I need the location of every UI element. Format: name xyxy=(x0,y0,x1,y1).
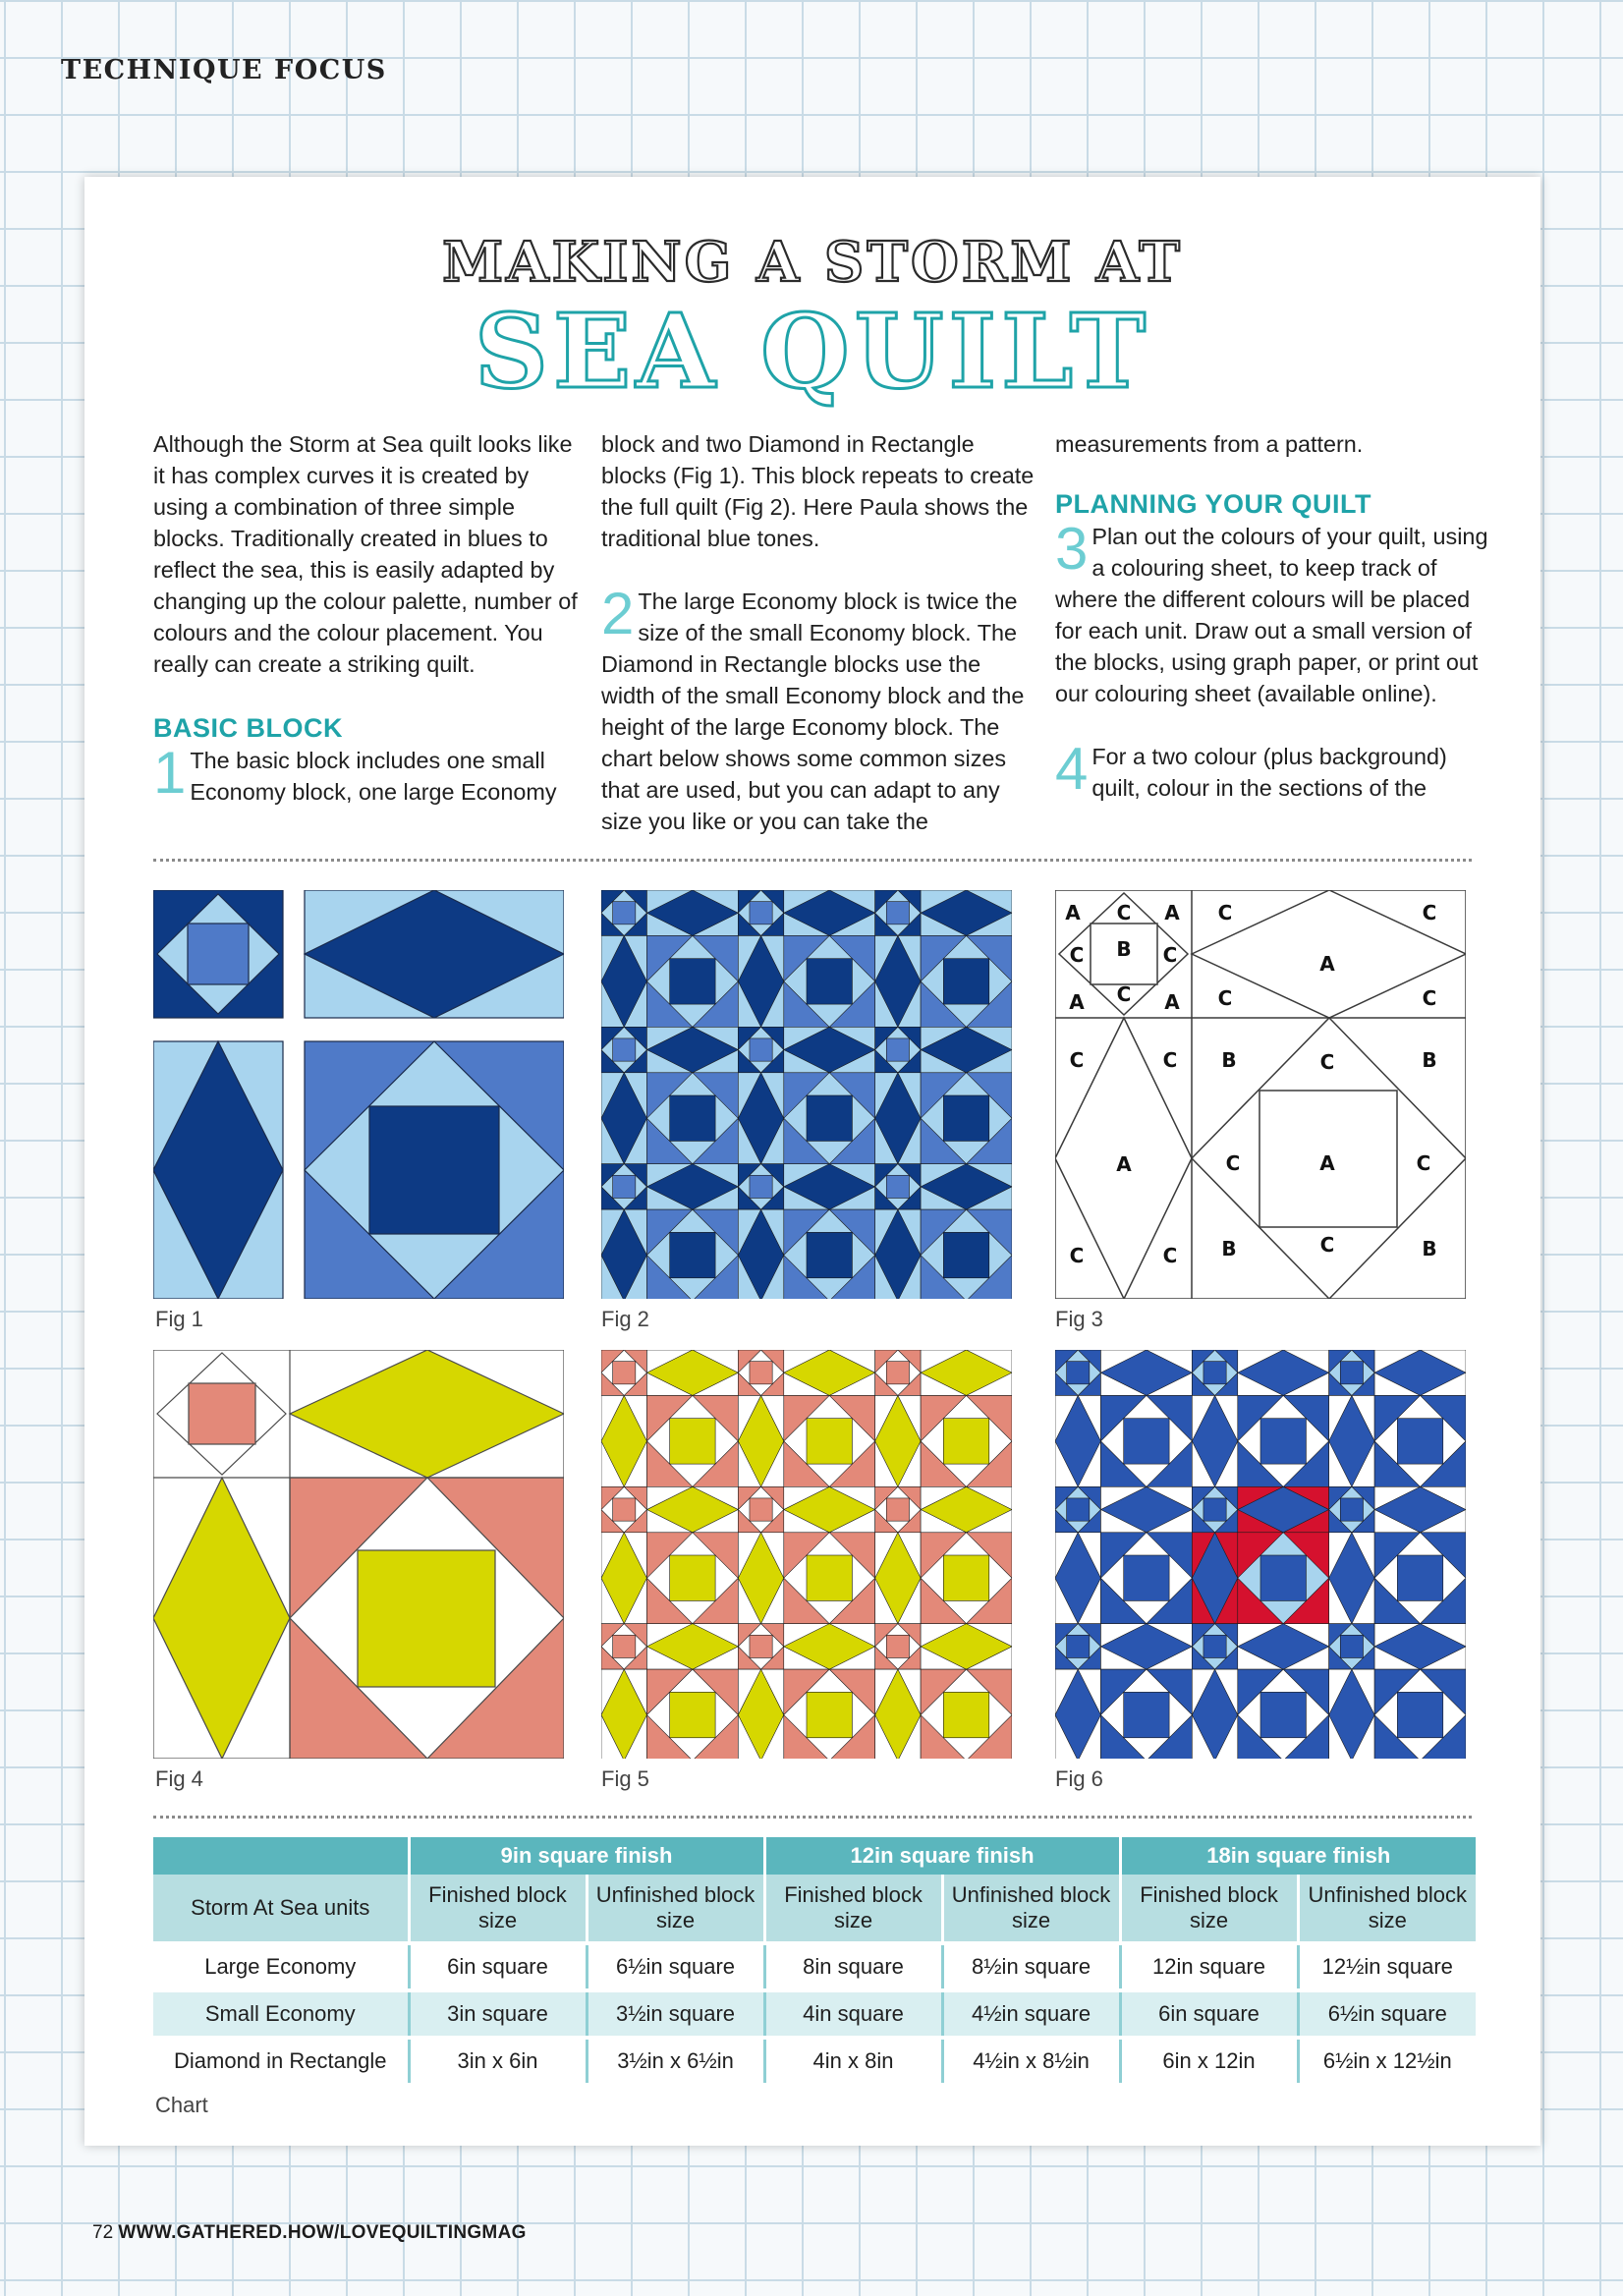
page-footer xyxy=(92,2222,527,2244)
fig3-label-c: C xyxy=(1069,943,1085,967)
fig-5-yellow-quilt xyxy=(601,1350,1012,1759)
intro-paragraph: Although the Storm at Sea quilt looks like it has complex curves it is created by using a combination of three simple blocks. Traditionally created in blues to reflect the sea, this is easily adapted by changing up the colour palette, number of colours and the colour placement. You really can create a striking quilt. xyxy=(153,431,578,677)
fig-1-block-parts xyxy=(153,890,564,1299)
chart-cell: 8½in square xyxy=(942,1943,1120,1990)
fig3-label-c: C xyxy=(1319,1050,1335,1074)
fig3-label-c: C xyxy=(1422,986,1437,1010)
chart-cell: 3½in square xyxy=(587,1990,764,2038)
fig3-label-c: C xyxy=(1116,901,1132,924)
fig3-label-c: C xyxy=(1422,901,1437,924)
fig3-label-c: C xyxy=(1116,982,1132,1006)
chart-group-9in: 9in square finish xyxy=(409,1837,764,1875)
chart-corner xyxy=(153,1837,409,1875)
divider-bottom xyxy=(153,1816,1472,1819)
chart-row-header: Storm At Sea units xyxy=(153,1875,409,1943)
fig3-label-a: A xyxy=(1069,990,1085,1014)
fig3-label-c: C xyxy=(1162,1048,1178,1072)
fig-5-caption: Fig 5 xyxy=(601,1766,649,1791)
fig3-label-b: B xyxy=(1116,937,1132,961)
chart-cell: 6½in square xyxy=(587,1943,764,1990)
fig-2-blue-quilt xyxy=(601,890,1012,1299)
fig3-label-c: C xyxy=(1069,1048,1085,1072)
chart-subheader: Finished block size xyxy=(409,1875,587,1943)
chart-caption: Chart xyxy=(155,2093,208,2117)
fig3-label-a: A xyxy=(1319,1151,1335,1175)
chart-group-12in: 12in square finish xyxy=(764,1837,1120,1875)
chart-cell: 3in x 6in xyxy=(409,2038,587,2083)
divider-top xyxy=(153,859,1472,862)
chart-group-18in: 18in square finish xyxy=(1120,1837,1476,1875)
text-column-1 xyxy=(153,428,589,808)
size-chart-table xyxy=(153,1837,1476,2083)
fig3-label-c: C xyxy=(1319,1233,1335,1257)
fig-4-coloured-block xyxy=(153,1350,564,1759)
fig3-label-c: C xyxy=(1225,1151,1241,1175)
step-2-number: 2 xyxy=(601,581,635,646)
step-3-number: 3 xyxy=(1055,516,1089,582)
chart-cell: 12in square xyxy=(1120,1943,1298,1990)
section-label: TECHNIQUE FOCUS xyxy=(61,55,387,85)
chart-row xyxy=(153,1943,1476,1990)
column-2-continuation: block and two Diamond in Rectangle blocks (Fig 1). This block repeats to create the full quilt (Fig 2). Here Paula shows the traditional blue tones. xyxy=(601,431,1035,551)
fig-1-caption: Fig 1 xyxy=(155,1307,203,1331)
step-4-text: For a two colour (plus background) quilt, colour in the sections of the xyxy=(1091,744,1447,801)
fig-6-red-centre-quilt xyxy=(1055,1350,1466,1759)
page-number: 72 xyxy=(92,2222,114,2243)
chart-row-name: Small Economy xyxy=(153,1990,409,2038)
fig3-label-c: C xyxy=(1162,943,1178,967)
chart-cell: 3½in x 6½in xyxy=(587,2038,764,2083)
fig3-label-b: B xyxy=(1221,1237,1237,1260)
step-3-text: Plan out the colours of your quilt, using a colouring sheet, to keep track of where the different colours will be placed for each unit. Draw out a small version of the blocks, using graph paper, or print out our colouring sheet (available online). xyxy=(1055,524,1488,706)
article-page xyxy=(84,177,1540,2146)
fig-2-caption: Fig 2 xyxy=(601,1307,649,1331)
fig3-label-c: C xyxy=(1217,986,1233,1010)
fig3-label-c: C xyxy=(1217,901,1233,924)
step-1-text: The basic block includes one small Economy block, one large Economy xyxy=(190,748,557,805)
fig3-label-c: C xyxy=(1069,1244,1085,1267)
magazine-url: WWW.GATHERED.HOW/LOVEQUILTINGMAG xyxy=(118,2222,527,2243)
chart-subheader: Finished block size xyxy=(1120,1875,1298,1943)
fig3-label-c: C xyxy=(1416,1151,1431,1175)
title-line-1: MAKING A STORM AT xyxy=(442,230,1183,295)
text-column-2 xyxy=(601,428,1037,837)
heading-basic-block: BASIC BLOCK xyxy=(153,713,343,743)
fig3-label-a: A xyxy=(1164,901,1180,924)
fig-3-labelled-diagram xyxy=(1055,890,1466,1299)
fig3-label-b: B xyxy=(1422,1048,1437,1072)
fig3-label-b: B xyxy=(1422,1237,1437,1260)
chart-cell: 6in x 12in xyxy=(1120,2038,1298,2083)
article-title xyxy=(84,206,1540,413)
text-column-3 xyxy=(1055,428,1491,804)
chart-cell: 4in x 8in xyxy=(764,2038,942,2083)
title-line-2: SEA QUILT xyxy=(474,291,1151,412)
chart-cell: 8in square xyxy=(764,1943,942,1990)
chart-row-name: Diamond in Rectangle xyxy=(153,2038,409,2083)
chart-subheader: Unfinished block size xyxy=(1298,1875,1476,1943)
fig3-label-c: C xyxy=(1162,1244,1178,1267)
fig-4-caption: Fig 4 xyxy=(155,1766,203,1791)
step-2-text: The large Economy block is twice the size of the small Economy block. The Diamond in Rectangle blocks use the width of the small Economy block and the height of the large Economy block. The chart below shows some common sizes that are used, but you can adapt to any size you like or you can take the xyxy=(601,588,1025,834)
chart-cell: 6in square xyxy=(409,1943,587,1990)
chart-row-name: Large Economy xyxy=(153,1943,409,1990)
chart-cell: 6in square xyxy=(1120,1990,1298,2038)
chart-cell: 4½in x 8½in xyxy=(942,2038,1120,2083)
fig3-label-a: A xyxy=(1065,901,1081,924)
fig3-label-a: A xyxy=(1164,990,1180,1014)
chart-row xyxy=(153,2038,1476,2083)
chart-cell: 6½in x 12½in xyxy=(1298,2038,1476,2083)
chart-cell: 12½in square xyxy=(1298,1943,1476,1990)
fig3-label-a: A xyxy=(1116,1152,1132,1176)
chart-row xyxy=(153,1990,1476,2038)
chart-cell: 3in square xyxy=(409,1990,587,2038)
chart-subheader: Unfinished block size xyxy=(942,1875,1120,1943)
step-4-number: 4 xyxy=(1055,736,1089,802)
fig-6-caption: Fig 6 xyxy=(1055,1766,1103,1791)
chart-cell: 4in square xyxy=(764,1990,942,2038)
heading-planning: PLANNING YOUR QUILT xyxy=(1055,489,1372,519)
fig3-label-b: B xyxy=(1221,1048,1237,1072)
fig3-label-a: A xyxy=(1319,952,1335,976)
chart-cell: 4½in square xyxy=(942,1990,1120,2038)
column-3-continuation: measurements from a pattern. xyxy=(1055,431,1364,457)
chart-subheader: Unfinished block size xyxy=(587,1875,764,1943)
step-1-number: 1 xyxy=(153,740,187,806)
chart-cell: 6½in square xyxy=(1298,1990,1476,2038)
chart-subheader: Finished block size xyxy=(764,1875,942,1943)
fig-3-caption: Fig 3 xyxy=(1055,1307,1103,1331)
